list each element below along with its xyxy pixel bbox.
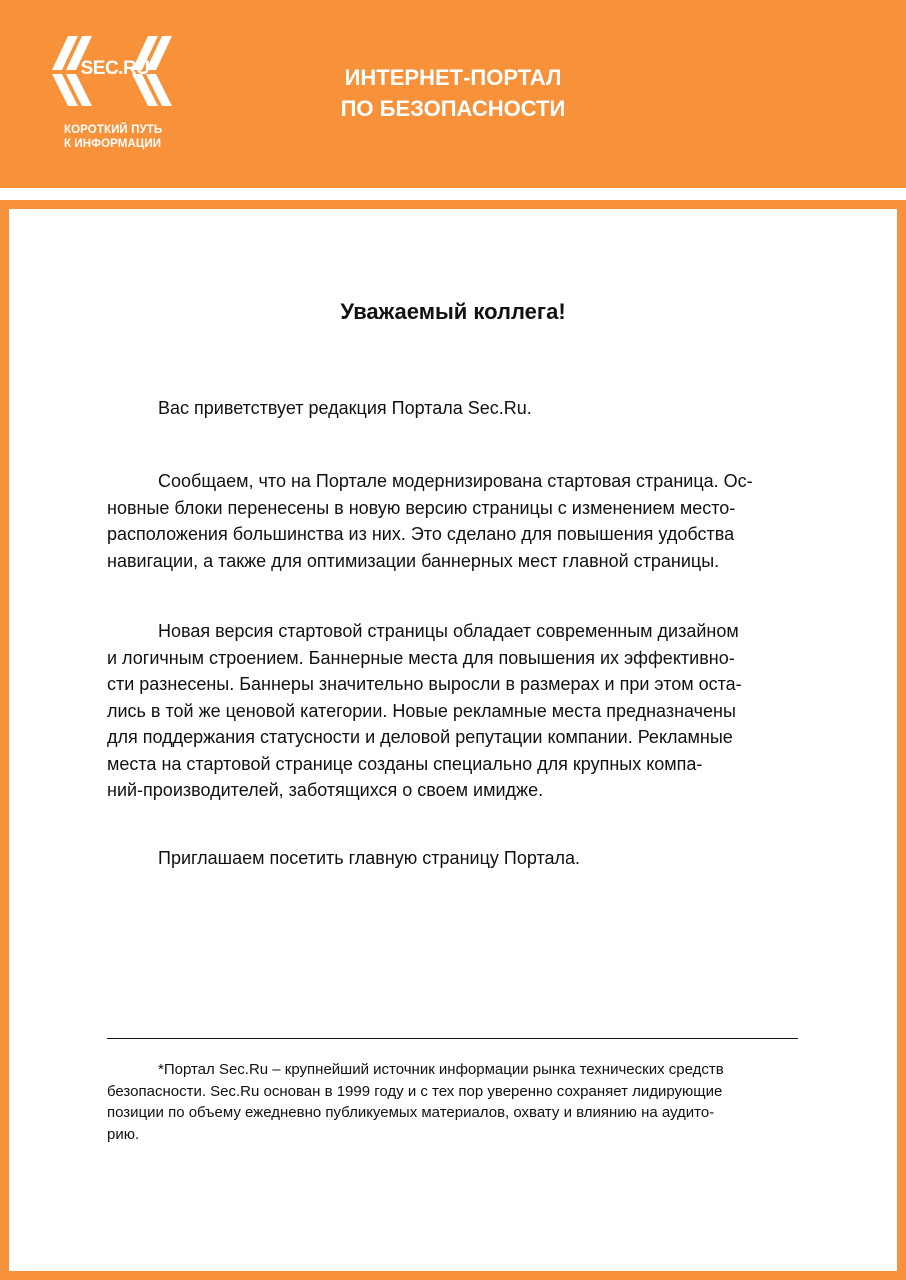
greeting-heading: Уважаемый коллега! <box>340 299 566 324</box>
footnote-line: позиции по объему ежедневно публикуемых материалов, охвату и влиянию на аудито- <box>107 1104 715 1121</box>
paragraph-line: места на стартовой странице созданы специально для крупных компа- <box>107 753 703 774</box>
logo-tagline <box>64 123 162 151</box>
paragraph-line: Новая версия стартовой страницы обладает современным дизайном <box>158 621 739 641</box>
paragraph-line: Вас приветствует редакция Портала Sec.Ru. <box>158 398 532 418</box>
paragraph-line: сти разнесены. Баннеры значительно выросли в размерах и при этом оста- <box>107 674 742 694</box>
paragraph-line: ний-производителей, заботящихся о своем имидже. <box>107 780 544 800</box>
paragraph-line: навигации, а также для оптимизации баннерных мест главной страницы. <box>107 550 720 571</box>
tagline-line: КОРОТКИЙ ПУТЬ <box>64 124 163 136</box>
paragraph-line: для поддержания статусности и деловой репутации компании. Рекламные <box>107 727 733 747</box>
paragraph-line: лись в той же ценовой категории. Новые рекламные места предназначены <box>107 700 736 721</box>
paragraph-line: новные блоки перенесены в новую версию страницы с изменением место- <box>107 497 736 518</box>
portal-title-line: ПО БЕЗОПАСНОСТИ <box>340 96 566 121</box>
tagline-line: К ИНФОРМАЦИИ <box>64 138 162 150</box>
footnote-line: рию. <box>107 1125 140 1143</box>
header-banner <box>0 0 906 188</box>
footnote-line: *Портал Sec.Ru – крупнейший источник информации рынка технических средств <box>158 1061 724 1078</box>
footnote-line: безопасности. Sec.Ru основан в 1999 году и с тех пор уверенно сохраняет лидирующие <box>107 1082 723 1100</box>
letter-body <box>9 209 897 1271</box>
paragraph-line: Приглашаем посетить главную страницу Портала. <box>158 848 581 868</box>
paragraph-welcome <box>107 395 797 422</box>
footnote-divider <box>107 1038 798 1039</box>
sec-ru-logo <box>50 30 180 160</box>
header-divider-strip <box>0 188 906 200</box>
portal-title-line: ИНТЕРНЕТ-ПОРТАЛ <box>344 65 562 90</box>
paragraph-line: Сообщаем, что на Портале модернизирована стартовая страница. Ос- <box>158 471 753 491</box>
paragraph-line: и логичным строением. Баннерные места для повышения их эффективно- <box>107 647 735 668</box>
logo-text: SEC.RU <box>80 58 150 79</box>
portal-title <box>300 62 606 124</box>
paragraph-announcement <box>107 468 797 574</box>
paragraph-line: расположения большинства из них. Это сделано для повышения удобства <box>107 524 735 544</box>
paragraph-new-version <box>107 618 797 804</box>
footnote <box>107 1059 798 1145</box>
paragraph-invitation <box>107 845 797 872</box>
